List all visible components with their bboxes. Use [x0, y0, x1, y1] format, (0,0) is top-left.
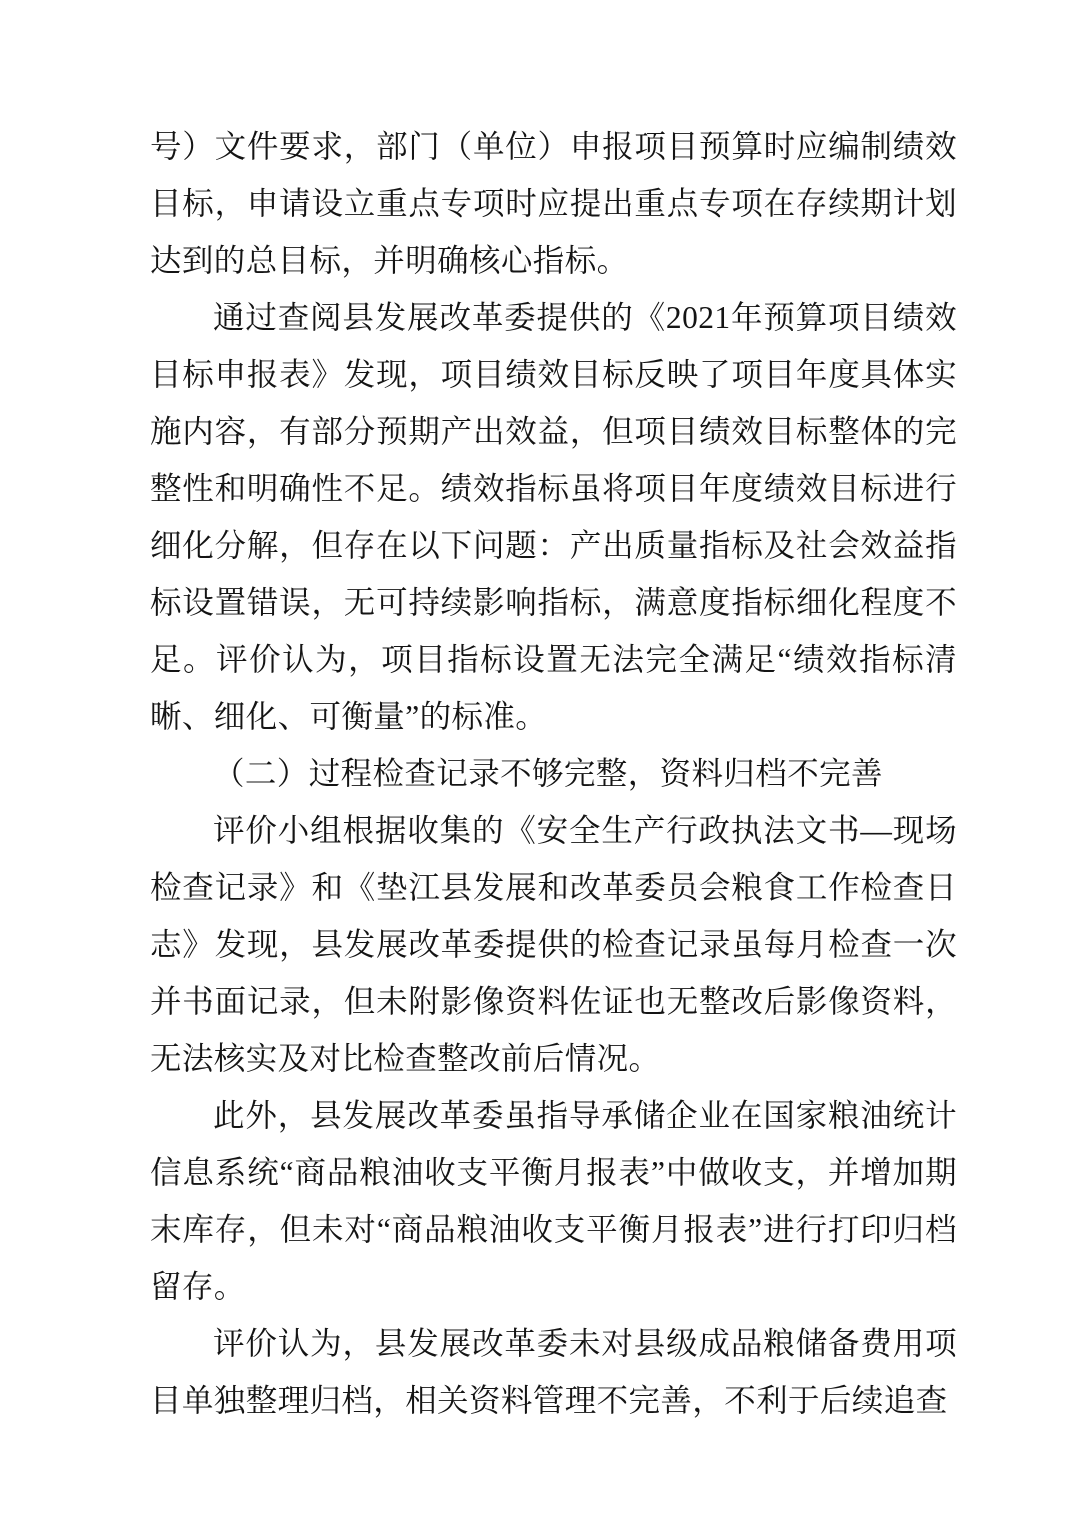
paragraph-5: 评价认为，县发展改革委未对县级成品粮储备费用项目单独整理归档，相关资料管理不完善，不利于后续追查 [150, 1326, 957, 1418]
paragraph-4: 此外，县发展改革委虽指导承储企业在国家粮油统计信息系统“商品粮油收支平衡月报表”中做收支，并增加期末库存，但未对“商品粮油收支平衡月报表”进行打印归档留存。 [150, 1098, 957, 1304]
section-heading-2: （二）过程检查记录不够完整，资料归档不完善 [213, 756, 883, 791]
paragraph-3: 评价小组根据收集的《安全生产行政执法文书—现场检查记录》和《垫江县发展和改革委员会粮食工作检查日志》发现，县发展改革委提供的检查记录虽每月检查一次并书面记录，但未附影像资料佐证也无整改后影像资料，无法核实及对比检查整改前后情况。 [150, 813, 957, 1076]
paragraph-1: 号）文件要求，部门（单位）申报项目预算时应编制绩效目标，申请设立重点专项时应提出重点专项在存续期计划达到的总目标，并明确核心指标。 [150, 129, 957, 278]
document-body [150, 118, 957, 1429]
paragraph-2: 通过查阅县发展改革委提供的《2021年预算项目绩效目标申报表》发现，项目绩效目标反映了项目年度具体实施内容，有部分预期产出效益，但项目绩效目标整体的完整性和明确性不足。绩效指标虽将项目年度绩效目标进行细化分解，但存在以下问题：产出质量指标及社会效益指标设置错误，无可持续影响指标，满意度指标细化程度不足。评价认为，项目指标设置无法完全满足“绩效指标清晰、细化、可衡量”的标准。 [150, 300, 957, 734]
